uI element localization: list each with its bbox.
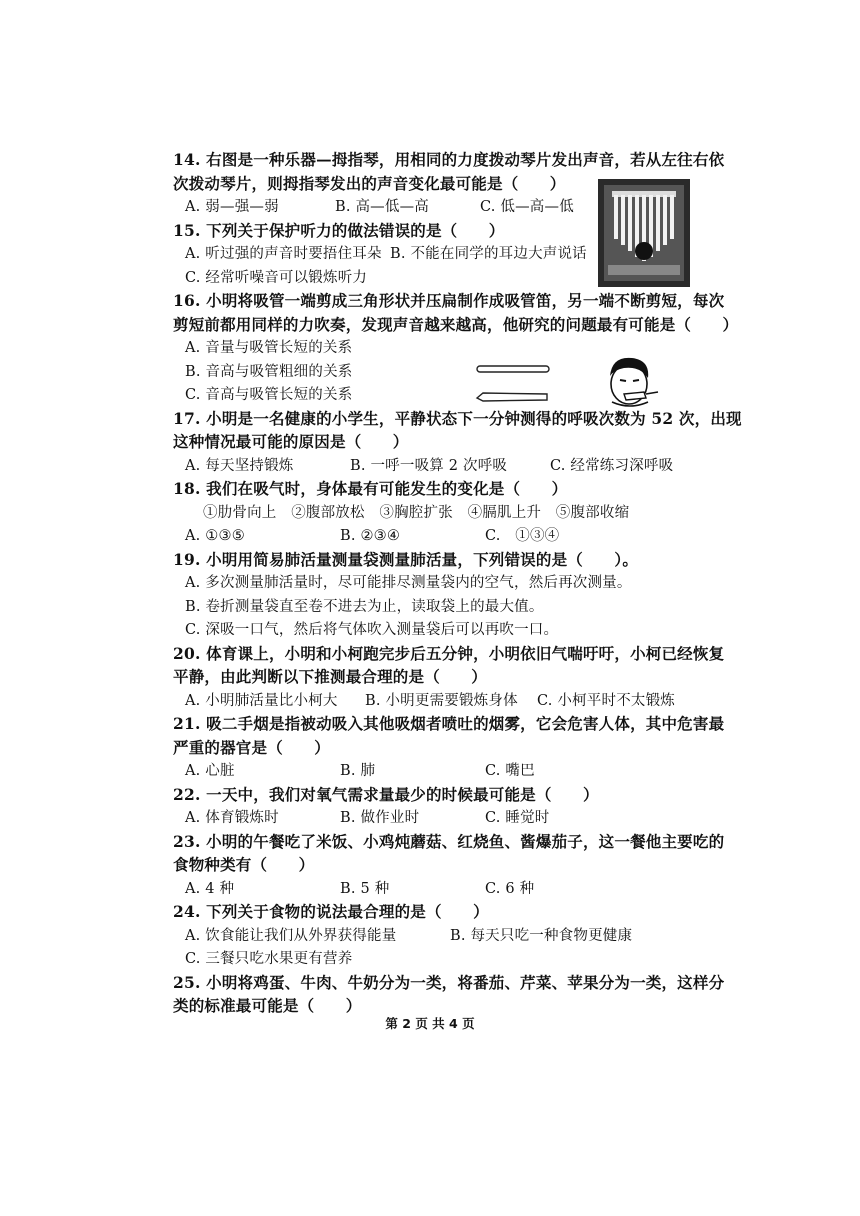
option-c: C. 深吸一口气，然后将气体吹入测量袋后可以再吹一口。: [185, 622, 559, 638]
option-a: A. 饮食能让我们从外界获得能量: [185, 927, 397, 944]
option-c: C. 音高与吸管长短的关系: [185, 387, 353, 403]
question-22-stem: 22. 一天中，我们对氧气需求量最少的时候最可能是（ ）: [173, 784, 599, 804]
option-b: B. 肺: [340, 763, 376, 779]
option-c: C. ①③④: [485, 528, 560, 544]
question-16-line-2: 剪短前都用同样的力吹奏，发现声音越来越高，他研究的问题最有可能是（ ）: [173, 314, 739, 334]
option-c: C. 三餐只吃水果更有营养: [185, 951, 353, 967]
question-16-line-1: 16. 小明将吸管一端剪成三角形状并压扁制作成吸管笛，另一端不断剪短，每次: [173, 291, 725, 310]
question-14-line-1: 14. 右图是一种乐器—拇指琴，用相同的力度拨动琴片发出声音，若从左往右依: [173, 150, 725, 169]
straw-cut: [477, 393, 547, 401]
question-23-line-2: 食物种类有（ ）: [173, 855, 315, 874]
option-b: B. 做作业时: [340, 810, 420, 826]
question-24-options-2: [173, 949, 693, 973]
option-b: B. 每天只吃一种食物更健康: [450, 927, 633, 944]
question-21-line-2: 严重的器官是（ ）: [173, 737, 331, 757]
question-24-options: [173, 926, 693, 950]
option-a: A. 体育锻炼时: [185, 810, 279, 826]
option-a: A. ①③⑤: [185, 528, 245, 544]
option-c: C. 6 种: [485, 880, 535, 897]
question-20-line-2: 平静，由此判断以下推测最合理的是（ ）: [173, 667, 488, 686]
option-a: A. 每天坚持锻炼: [185, 457, 294, 474]
question-19-stem: 19. 小明用简易肺活量测量袋测量肺活量，下列错误的是（ ）。: [173, 549, 639, 569]
option-c: C. 经常听噪音可以锻炼听力: [185, 269, 368, 286]
question-18-options: [173, 526, 693, 550]
question-17-options: [173, 456, 693, 480]
question-23-options: [173, 879, 693, 903]
question-20-options: [173, 691, 693, 715]
question-17-line-1: 17. 小明是一名健康的小学生，平静状态下一分钟测得的呼吸次数为 52 次，出现: [173, 408, 742, 428]
option-c: C. 经常练习深呼吸: [550, 457, 674, 474]
boy-hair: [610, 358, 648, 378]
question-22-options: [173, 808, 693, 832]
statement-list: ①肋骨向上 ②腹部放松 ③胸腔扩张 ④膈肌上升 ⑤腹部收缩: [203, 504, 630, 521]
question-17-line-2: 这种情况最可能的原因是（ ）: [173, 432, 409, 451]
option-b: B. ②③④: [340, 528, 401, 544]
option-a: A. 4 种: [185, 880, 235, 897]
question-20-line-1: 20. 体育课上，小明和小柯跑完步后五分钟，小明依旧气喘吁吁，小柯已经恢复: [173, 643, 725, 663]
question-18-stem: 18. 我们在吸气时，身体最有可能发生的变化是（ ）: [173, 479, 568, 498]
question-25-line-1: 25. 小明将鸡蛋、牛肉、牛奶分为一类，将番茄、芹菜、苹果分为一类，这样分: [173, 972, 725, 992]
kalimba-sound-hole: [635, 242, 653, 260]
kalimba-image: [598, 179, 690, 287]
option-a: A. 音量与吸管长短的关系: [185, 340, 353, 356]
question-19-option-c: [173, 620, 693, 644]
option-b: B. 5 种: [340, 880, 390, 897]
option-c: C. 小柯平时不太锻炼: [537, 692, 675, 709]
question-19-option-a: [173, 573, 693, 597]
question-21-options: [173, 761, 693, 785]
option-b: B. 音高与吸管粗细的关系: [185, 363, 353, 380]
option-b: B. 小明更需要锻炼身体: [365, 692, 518, 709]
option-a: A. 心脏: [185, 763, 235, 779]
boy-eye-left: [620, 380, 626, 381]
option-c: C. 睡觉时: [485, 810, 550, 826]
option-b: B. 一呼一吸算 2 次呼吸: [350, 457, 508, 474]
option-a: A. 小明肺活量比小柯大: [185, 692, 338, 709]
question-23-line-1: 23. 小明的午餐吃了米饭、小鸡炖蘑菇、红烧鱼、酱爆茄子，这一餐他主要吃的: [173, 831, 725, 851]
straw: [646, 392, 658, 394]
option-b: B. 不能在同学的耳边大声说话: [390, 246, 587, 262]
option-a: A. 多次测量肺活量时，尽可能排尽测量袋内的空气，然后再次测量。: [185, 575, 632, 591]
option-b: B. 卷折测量袋直至卷不进去为止，读取袋上的最大值。: [185, 598, 544, 615]
question-21-line-1: 21. 吸二手烟是指被动吸入其他吸烟者喷吐的烟雾，它会危害人体，其中危害最: [173, 714, 725, 733]
option-c: C. 嘴巴: [485, 763, 535, 779]
question-24-stem: 24. 下列关于食物的说法最合理的是（ ）: [173, 902, 489, 921]
question-14-line-2: 次拨动琴片，则拇指琴发出的声音变化最可能是（ ）: [173, 173, 566, 193]
option-a: A. 弱—强—弱: [185, 199, 279, 215]
option-a: A. 听过强的声音时要捂住耳朵: [185, 246, 382, 262]
question-25-line-2: 类的标准最可能是（ ）: [173, 996, 362, 1015]
question-19-option-b: [173, 597, 693, 621]
question-18-statements: [173, 503, 693, 527]
page-footer: 第 2 页 共 4 页: [385, 1016, 475, 1031]
option-b: B. 高—低—高: [335, 199, 429, 215]
boy-eye-right: [633, 380, 639, 381]
boy-hands: [624, 392, 646, 400]
question-15-stem: 15. 下列关于保护听力的做法错误的是（ ）: [173, 220, 505, 240]
kalimba-base: [608, 265, 680, 275]
option-c: C. 低—高—低: [480, 199, 574, 215]
straw-long: [477, 366, 549, 372]
boy-blowing-straw-image: [600, 352, 660, 412]
straw-flute-image: [473, 360, 553, 406]
